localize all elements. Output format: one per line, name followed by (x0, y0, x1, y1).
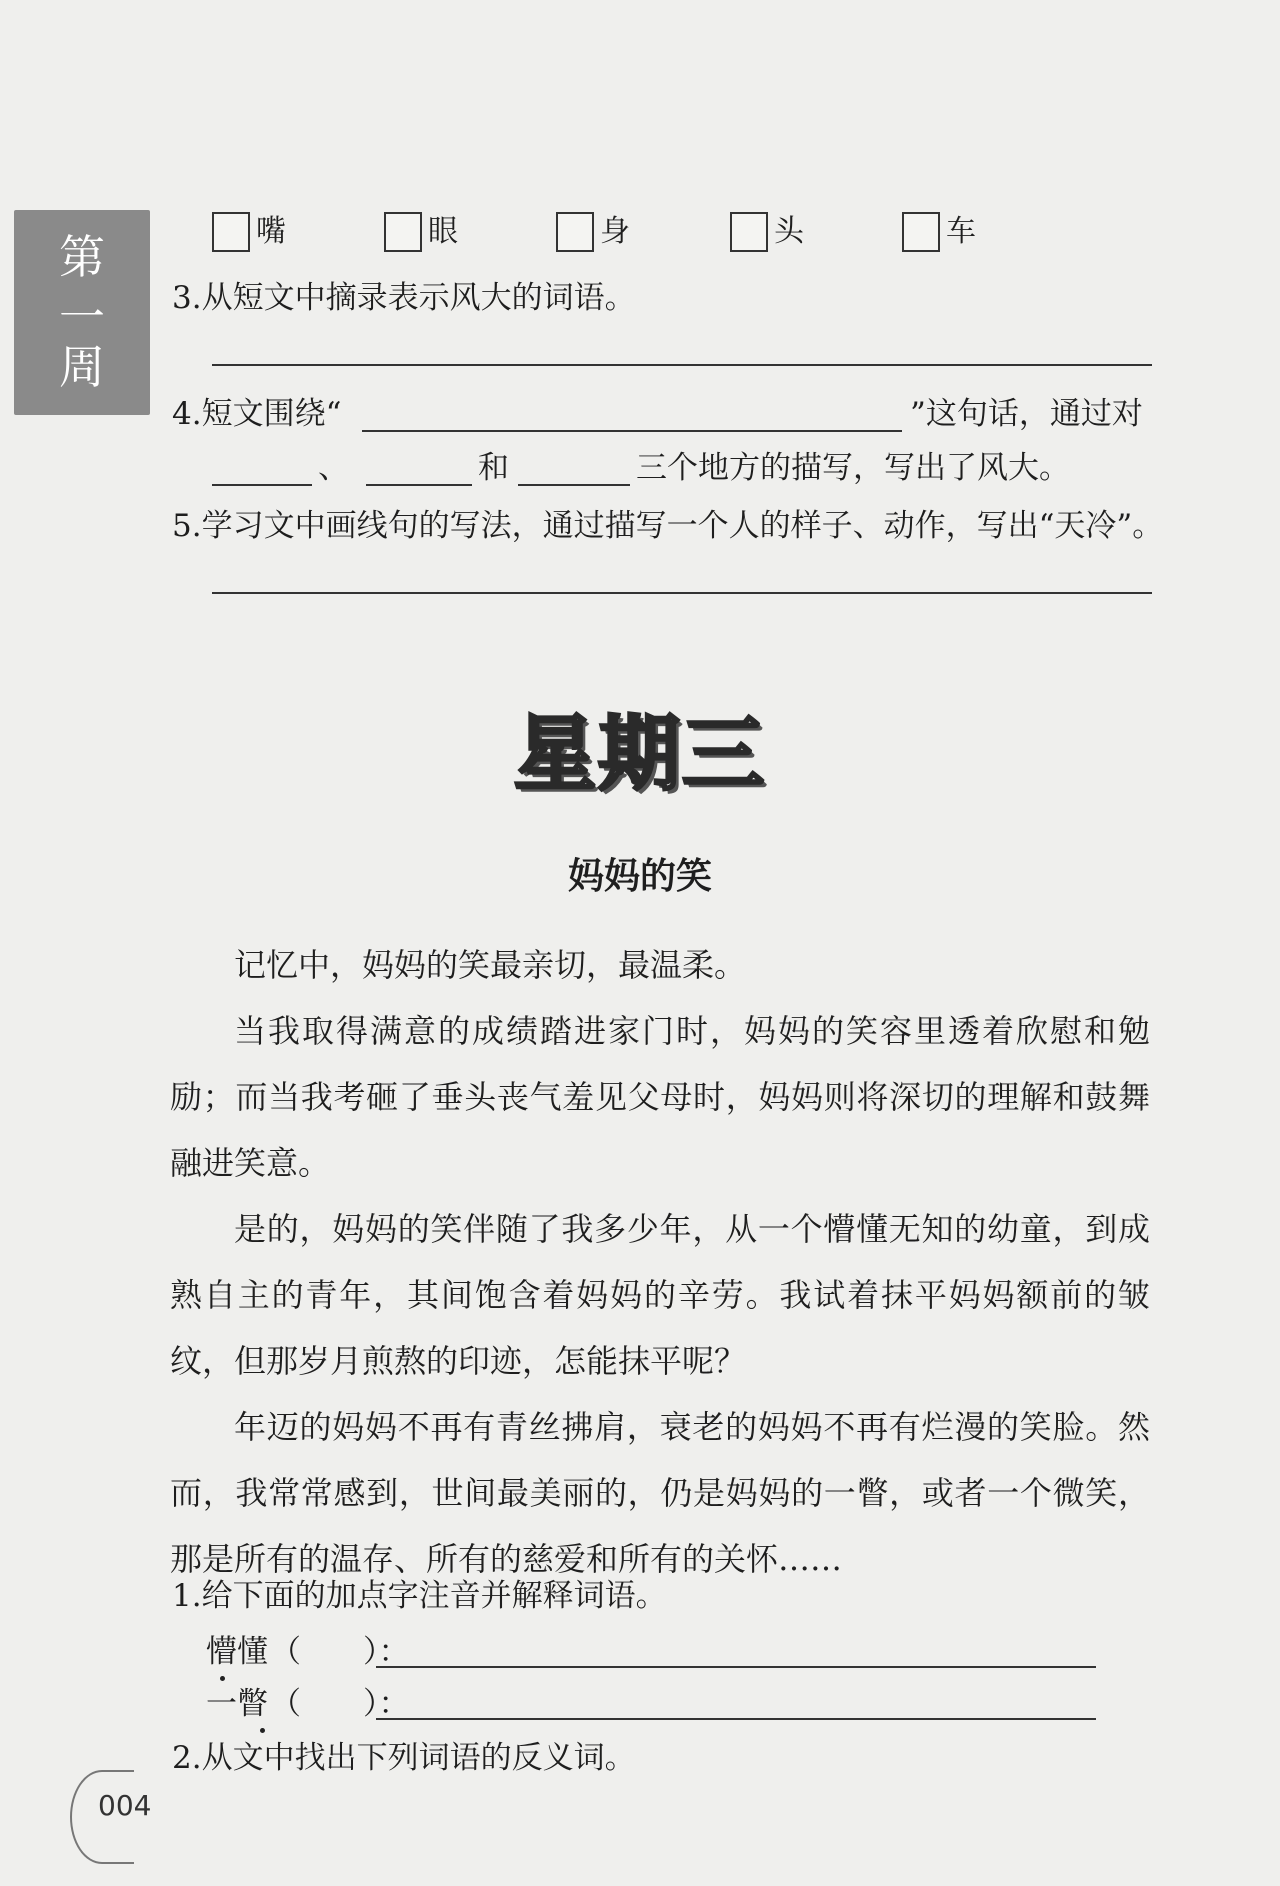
article-paragraph: 年迈的妈妈不再有青丝拂肩，衰老的妈妈不再有烂漫的笑脸。然而，我常常感到，世间最美丽的，仍是妈妈的一瞥，或者一个微笑，那是所有的温存、所有的慈爱和所有的关怀…… (170, 1408, 1150, 1578)
q4-separator: 和 (478, 450, 509, 486)
answer-line[interactable] (518, 484, 630, 486)
answer-box[interactable] (730, 212, 768, 252)
emphasis-dot (220, 1676, 225, 1681)
article-paragraph: 记忆中，妈妈的笑最亲切，最温柔。 (234, 946, 747, 984)
emphasis-dot (260, 1728, 265, 1733)
week-tab (14, 210, 150, 415)
article-title: 妈妈的笑 (567, 856, 712, 897)
answer-line[interactable] (212, 484, 312, 486)
answer-line[interactable] (376, 1718, 1096, 1720)
box-label: 眼 (428, 214, 458, 249)
box-label: 头 (774, 214, 804, 249)
pinyin-bracket[interactable]: （ ）： (270, 1686, 410, 1722)
week-tab-char: 一 (59, 290, 105, 344)
week-tab-char: 周 (59, 340, 105, 394)
q4-separator: 、 (318, 450, 349, 486)
answer-line[interactable] (212, 592, 1152, 594)
week-tab-char: 第 (59, 230, 105, 284)
question-4-end: ”这句话，通过对 (910, 396, 1143, 432)
question-5: 5.学习文中画线句的写法，通过描写一个人的样子、动作，写出“天冷”。 (172, 508, 1164, 544)
exercise-1: 1.给下面的加点字注音并解释词语。 (172, 1578, 667, 1614)
pinyin-bracket[interactable]: （ ）： (270, 1634, 410, 1670)
question-4-start: 4.短文围绕“ (172, 396, 342, 432)
exercise-word: 懵懂 (206, 1634, 268, 1670)
answer-line[interactable] (212, 364, 1152, 366)
answer-box[interactable] (384, 212, 422, 252)
article-paragraph: 是的，妈妈的笑伴随了我多少年，从一个懵懂无知的幼童，到成熟自主的青年，其间饱含着妈妈的辛劳。我试着抹平妈妈额前的皱纹，但那岁月煎熬的印迹，怎能抹平呢？ (170, 1210, 1150, 1380)
question-3: 3.从短文中摘录表示风大的词语。 (172, 280, 636, 316)
answer-line[interactable] (366, 484, 472, 486)
box-label: 身 (600, 214, 630, 249)
article-paragraph: 当我取得满意的成绩踏进家门时，妈妈的笑容里透着欣慰和勉励；而当我考砸了垂头丧气羞见父母时，妈妈则将深切的理解和鼓舞融进笑意。 (170, 1012, 1150, 1182)
exercise-2: 2.从文中找出下列词语的反义词。 (172, 1740, 636, 1776)
answer-box[interactable] (556, 212, 594, 252)
box-label: 车 (946, 214, 976, 249)
day-title: 星期三 (513, 707, 766, 802)
answer-box[interactable] (902, 212, 940, 252)
exercise-word: 一瞥 (206, 1686, 268, 1722)
answer-box[interactable] (212, 212, 250, 252)
question-4-tail: 三个地方的描写，写出了风大。 (636, 450, 1070, 486)
answer-line[interactable] (362, 430, 902, 432)
answer-line[interactable] (376, 1666, 1096, 1668)
page-number: 004 (98, 1789, 152, 1822)
box-label: 嘴 (256, 214, 286, 249)
